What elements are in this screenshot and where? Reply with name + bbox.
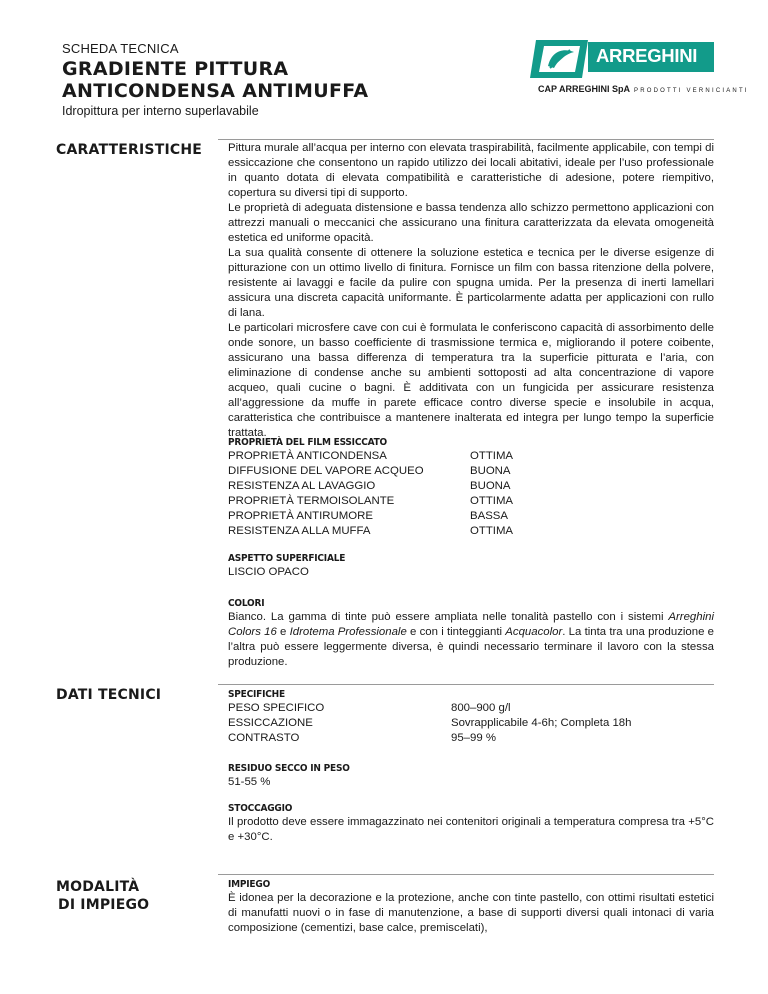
- colori-text-part: . La tinta tra una produzione e l’altra può essere leggermente diversa, è quindi necessario terminare il lavoro con la stessa produzione.: [228, 626, 714, 668]
- list-item: [228, 716, 714, 731]
- impiego-heading: IMPIEGO: [228, 879, 271, 890]
- section-label-modalita: [56, 878, 149, 914]
- paragraph: Le proprietà di adeguata distensione e bassa tendenza allo schizzo permettono applicazioni con attrezzi manuali o meccanici che assicurano una finitura caratterizzata da elevata omogeneità estetica ed uniforme opacità.: [228, 202, 714, 244]
- section-divider: [218, 684, 714, 685]
- residuo-block: [228, 762, 714, 790]
- spec-value: 95–99 %: [451, 732, 496, 744]
- logo-company: CAP ARREGHINI SpA: [538, 84, 631, 94]
- film-properties-block: [228, 436, 714, 539]
- impiego-block: [228, 878, 714, 936]
- caratteristiche-body: [228, 141, 714, 441]
- list-item: [228, 479, 714, 494]
- company-logo: [530, 38, 749, 98]
- list-item: [228, 731, 714, 746]
- colori-text-part: Bianco. La gamma di tinte può essere ampliata nelle tonalità pastello con i sistemi: [228, 611, 669, 623]
- film-properties-heading: PROPRIETÀ DEL FILM ESSICCATO: [228, 437, 387, 448]
- product-title-line1: GRADIENTE PITTURA: [62, 58, 289, 80]
- list-item: [228, 464, 714, 479]
- spec-name: ESSICCAZIONE: [228, 717, 313, 729]
- aspetto-value: LISCIO OPACO: [228, 566, 309, 578]
- property-name: PROPRIETÀ ANTIRUMORE: [228, 510, 373, 522]
- residuo-value: 51-55 %: [228, 776, 271, 788]
- property-value: OTTIMA: [470, 495, 514, 507]
- property-value: BUONA: [470, 465, 511, 477]
- section-label-dati-tecnici: DATI TECNICI: [56, 687, 162, 703]
- colori-system-name: Idrotema Professionale: [289, 626, 407, 638]
- spec-value: 800–900 g/l: [451, 702, 511, 714]
- logo-brand: ARREGHINI: [596, 45, 698, 66]
- property-name: PROPRIETÀ TERMOISOLANTE: [228, 495, 395, 507]
- spec-name: PESO SPECIFICO: [228, 702, 325, 714]
- list-item: [228, 449, 714, 464]
- section-divider: [218, 874, 714, 875]
- colori-block: [228, 597, 714, 670]
- list-item: [228, 701, 714, 716]
- logo-mark-icon: [530, 38, 594, 80]
- property-value: OTTIMA: [470, 450, 514, 462]
- spec-name: CONTRASTO: [228, 732, 300, 744]
- section-label-caratteristiche: CARATTERISTICHE: [56, 142, 203, 158]
- residuo-heading: RESIDUO SECCO IN PESO: [228, 763, 350, 774]
- colori-text-part: e con i tinteggianti: [406, 626, 506, 638]
- property-name: RESISTENZA AL LAVAGGIO: [228, 480, 376, 492]
- stoccaggio-heading: STOCCAGGIO: [228, 803, 293, 814]
- specifiche-block: [228, 688, 714, 746]
- impiego-text: È idonea per la decorazione e la protezione, anche con tinte pastello, con ottimi risultati estetici di manufatti nuovi o in fase di manutenzione, a base di supporti diversi quali intonaci di varia composizione (cementizi, base calce, premiscelati),: [228, 892, 714, 934]
- specifiche-heading: SPECIFICHE: [228, 689, 285, 700]
- colori-text-part: e: [276, 626, 290, 638]
- aspetto-heading: ASPETTO SUPERFICIALE: [228, 553, 346, 564]
- paragraph: Le particolari microsfere cave con cui è formulata le conferiscono capacità di assorbimento delle onde sonore, un basso coefficiente di trasmissione termica e, migliorando il potere coibente, assicurano una bassa differenza di temperatura tra la superficie pitturata e l’aria, con eliminazione di condense anche su ambienti sottoposti ad alta concentrazione di vapore acqueo, quali cucine o bagni. È additivata con un fungicida per assicurare resistenza all’aggressione da muffe in parete efficace contro diverse specie e insolubile in acqua, caratteristica che contribuisce a mantenere inalterata ed integra per lungo tempo la superficie trattata.: [228, 322, 714, 439]
- doc-type: SCHEDA TECNICA: [62, 41, 179, 56]
- list-item: [228, 494, 714, 509]
- property-name: PROPRIETÀ ANTICONDENSA: [228, 450, 387, 462]
- property-name: RESISTENZA ALLA MUFFA: [228, 525, 371, 537]
- logo-tagline: PRODOTTI VERNICIANTI: [634, 88, 749, 94]
- paragraph: La sua qualità consente di ottenere la soluzione estetica e tecnica per le diverse esigenze di pitturazione con un ottimo livello di finitura. Fornisce un film con bassa ritenzione della polvere, resistente ai lavaggi e facile da pulire con spugna umida. Per la presenza di inerti lamellari assicura una discreta capacità uniformante. È particolarmente adatta per applicazioni con rullo di lana.: [228, 247, 714, 319]
- spec-value: Sovrapplicabile 4-6h; Completa 18h: [451, 717, 632, 729]
- aspetto-block: [228, 552, 714, 580]
- list-item: [228, 524, 714, 539]
- section-divider: [218, 139, 714, 140]
- product-title: [62, 58, 368, 102]
- product-title-line2: ANTICONDENSA ANTIMUFFA: [62, 80, 369, 102]
- stoccaggio-block: [228, 802, 714, 845]
- logo-company-line: [538, 84, 749, 94]
- colori-system-name: Arreghini Colors 16: [228, 611, 714, 638]
- property-name: DIFFUSIONE DEL VAPORE ACQUEO: [228, 465, 424, 477]
- property-value: OTTIMA: [470, 525, 514, 537]
- property-value: BUONA: [470, 480, 511, 492]
- colori-text: [228, 610, 714, 670]
- section-label-line: DI IMPIEGO: [58, 897, 150, 913]
- product-subtitle: Idropittura per interno superlavabile: [62, 104, 259, 118]
- stoccaggio-text: Il prodotto deve essere immagazzinato nei contenitori originali a temperatura compresa tra +5°C e +30°C.: [228, 816, 714, 843]
- paragraph: Pittura murale all’acqua per interno con elevata traspirabilità, facilmente applicabile, con tempi di essiccazione che consentono un rapido utilizzo dei locali abitativi, ideale per l’uso professionale in quanto dotata di elevata compatibilità e caratteristiche di adesione, potere riempitivo, copertura su diversi tipi di supporto.: [228, 142, 714, 199]
- section-label-line: MODALITÀ: [56, 879, 140, 895]
- property-value: BASSA: [470, 510, 508, 522]
- list-item: [228, 509, 714, 524]
- colori-system-name: Acquacolor: [505, 626, 563, 638]
- colori-heading: COLORI: [228, 598, 265, 609]
